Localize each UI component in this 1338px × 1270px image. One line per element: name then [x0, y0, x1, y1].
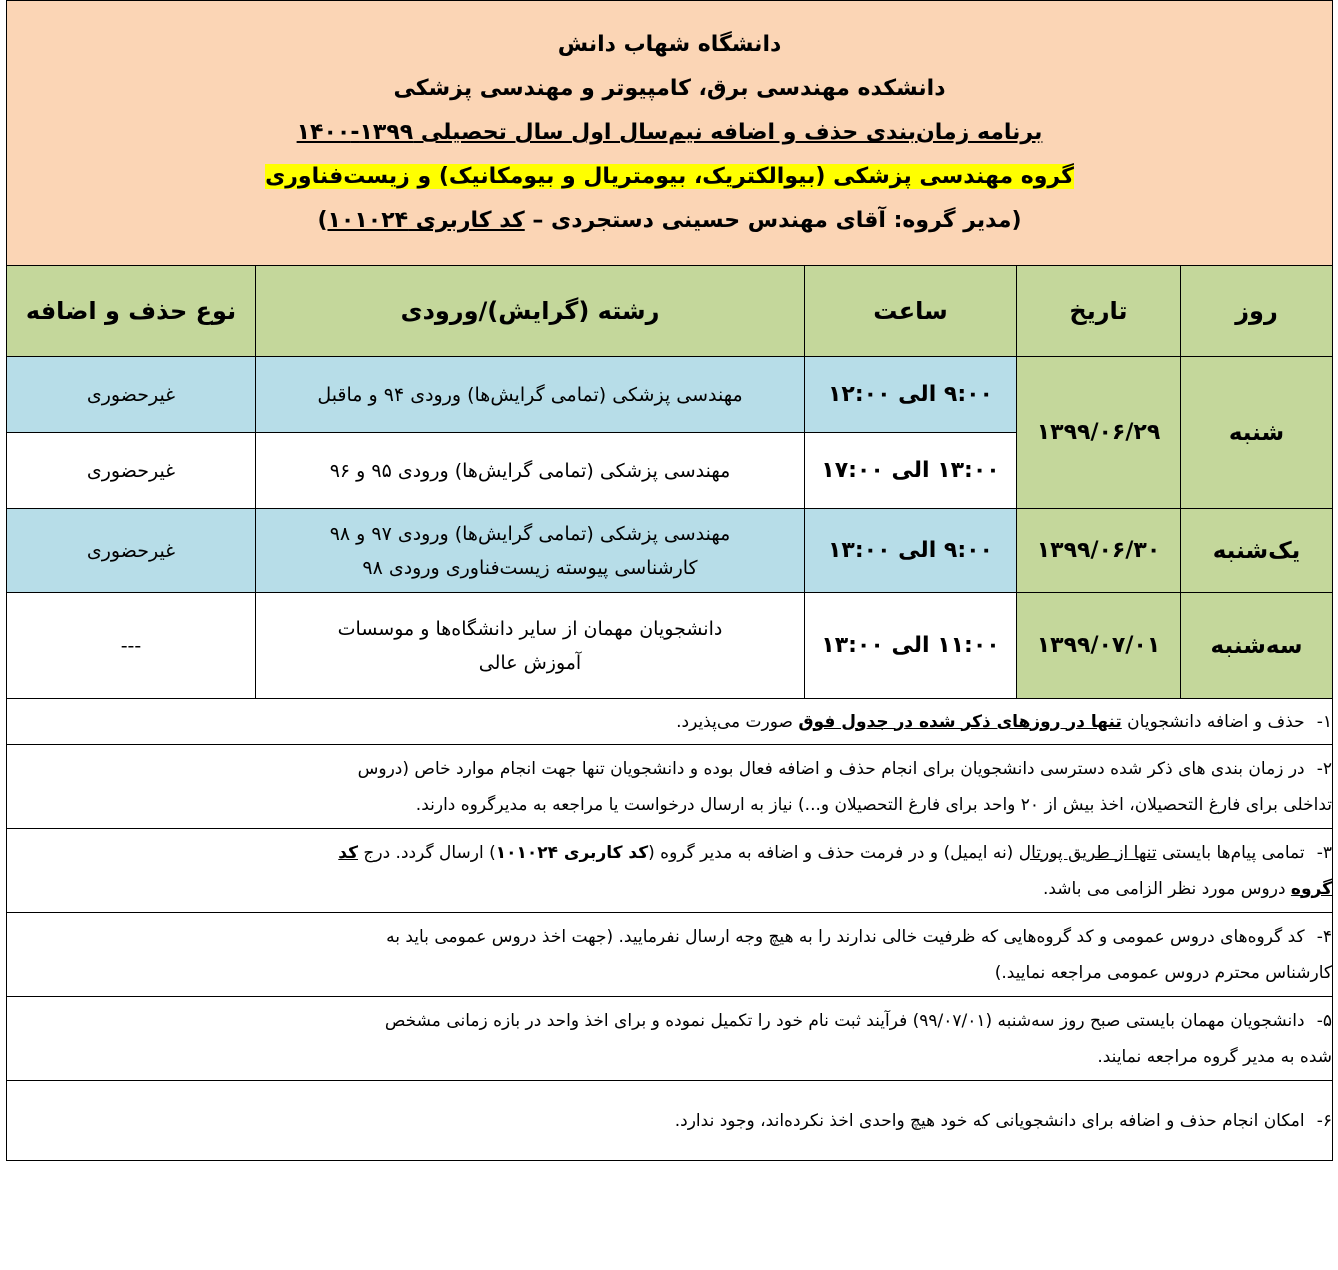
- time-cell: ۹:۰۰ الی ۱۲:۰۰: [805, 357, 1017, 433]
- note-emphasis: تنها در روزهای ذکر شده در جدول فوق: [798, 711, 1122, 732]
- col-header-date: تاریخ: [1017, 266, 1181, 357]
- type-cell: غیرحضوری: [7, 509, 256, 593]
- program-cell: مهندسی پزشکی (تمامی گرایش‌ها) ورودی ۹۵ و ۹۶: [256, 433, 805, 509]
- manager-code: کد کاربری ۱۰۱۰۲۴: [327, 208, 525, 233]
- day-cell: شنبه: [1181, 357, 1333, 509]
- note-emphasis: تنها از طریق پورتال: [1018, 842, 1157, 863]
- group-manager: [7, 199, 1332, 243]
- note-4: [7, 913, 1333, 997]
- note-emphasis: کد کاربری ۱۰۱۰۲۴: [495, 842, 649, 863]
- note-number: ۴-: [1316, 926, 1332, 947]
- schedule-title: برنامه زمان‌بندی حذف و اضافه نیم‌سال اول سال تحصیلی ۱۳۹۹-۱۴۰۰: [296, 120, 1043, 145]
- note-5: [7, 997, 1333, 1081]
- note-text: کارشناس محترم دروس عمومی مراجعه نمایید.): [994, 962, 1332, 983]
- program-line: دانشجویان مهمان از سایر دانشگاه‌ها و موسسات: [337, 617, 723, 640]
- note-text: تداخلی برای فارغ التحصیلان، اخذ بیش از ۲۰ واحد برای فارغ التحصیلان و...) نیاز به ارسال درخواست یا مراجعه به مدیرگروه دارند.: [415, 794, 1332, 815]
- col-header-time: ساعت: [805, 266, 1017, 357]
- note-number: ۵-: [1316, 1010, 1332, 1031]
- note-text: تمامی پیام‌ها بایستی: [1156, 842, 1305, 863]
- note-number: ۲-: [1316, 758, 1332, 779]
- program-line: مهندسی پزشکی (تمامی گرایش‌ها) ورودی ۹۷ و ۹۸: [329, 522, 731, 545]
- note-row: [7, 913, 1333, 997]
- note-text: دانشجویان مهمان بایستی صبح روز سه‌شنبه (۹۹/۰۷/۰۱) فرآیند ثبت نام خود را تکمیل نموده و برای اخذ واحد در بازه زمانی مشخص: [384, 1010, 1305, 1031]
- type-cell: غیرحضوری: [7, 433, 256, 509]
- note-emphasis: کد: [338, 842, 358, 863]
- table-row: [7, 357, 1333, 433]
- table-row: [7, 593, 1333, 699]
- time-cell: ۱۳:۰۰ الی ۱۷:۰۰: [805, 433, 1017, 509]
- note-text: امکان انجام حذف و اضافه برای دانشجویانی که خود هیچ واحدی اخذ نکرده‌اند، وجود ندارد.: [674, 1110, 1305, 1131]
- day-cell: یک‌شنبه: [1181, 509, 1333, 593]
- note-text: در زمان بندی های ذکر شده دسترسی دانشجویان برای انجام حذف و اضافه فعال بوده و دانشجویان تنها جهت انجام موارد خاص (دروس: [357, 758, 1305, 779]
- col-header-day: روز: [1181, 266, 1333, 357]
- note-row: [7, 745, 1333, 829]
- program-line: آموزش عالی: [478, 651, 582, 674]
- university-title: دانشگاه شهاب دانش: [557, 32, 782, 57]
- time-cell: ۹:۰۰ الی ۱۳:۰۰: [805, 509, 1017, 593]
- note-text: (نه ایمیل) و در فرمت حذف و اضافه به مدیر گروه (: [648, 842, 1019, 863]
- note-text: ) ارسال گردد. درج: [357, 842, 496, 863]
- time-cell: ۱۱:۰۰ الی ۱۳:۰۰: [805, 593, 1017, 699]
- group-title: گروه مهندسی پزشکی (بیوالکتریک، بیومتریال و بیومکانیک) و زیست‌فناوری: [265, 164, 1074, 189]
- faculty-title: دانشکده مهندسی برق، کامپیوتر و مهندسی پزشکی: [393, 76, 946, 101]
- type-cell: غیرحضوری: [7, 357, 256, 433]
- date-cell: ۱۳۹۹/۰۷/۰۱: [1017, 593, 1181, 699]
- day-cell: سه‌شنبه: [1181, 593, 1333, 699]
- date-cell: ۱۳۹۹/۰۶/۲۹: [1017, 357, 1181, 509]
- note-number: ۳-: [1316, 842, 1332, 863]
- col-header-type: نوع حذف و اضافه: [7, 266, 256, 357]
- program-cell: مهندسی پزشکی (تمامی گرایش‌ها) ورودی ۹۴ و ماقبل: [256, 357, 805, 433]
- header-block: [7, 1, 1333, 266]
- schedule-table: [6, 0, 1333, 1161]
- note-emphasis: گروه: [1290, 878, 1332, 899]
- note-3: [7, 829, 1333, 913]
- note-number: ۱-: [1316, 711, 1332, 732]
- note-number: ۶-: [1316, 1110, 1332, 1131]
- date-cell: ۱۳۹۹/۰۶/۳۰: [1017, 509, 1181, 593]
- note-1: [7, 699, 1333, 745]
- note-row: [7, 997, 1333, 1081]
- note-6: [7, 1081, 1333, 1161]
- note-2: [7, 745, 1333, 829]
- table-row: [7, 509, 1333, 593]
- manager-suffix: ): [317, 208, 328, 233]
- note-row: [7, 699, 1333, 745]
- program-cell: [256, 509, 805, 593]
- note-text: کد گروه‌های دروس عمومی و کد گروه‌هایی که ظرفیت خالی ندارند را به هیچ وجه ارسال نفرمایید. (جهت اخذ دروس عمومی باید به: [386, 926, 1305, 947]
- program-cell: [256, 593, 805, 699]
- col-header-program: رشته (گرایش)/ورودی: [256, 266, 805, 357]
- note-text: شده به مدیر گروه مراجعه نمایند.: [1097, 1046, 1332, 1067]
- manager-prefix: (مدیر گروه: آقای مهندس حسینی دستجردی –: [524, 208, 1022, 233]
- note-row: [7, 829, 1333, 913]
- note-row: [7, 1081, 1333, 1161]
- note-text: حذف و اضافه دانشجویان: [1121, 711, 1305, 732]
- note-text: صورت می‌پذیرد.: [676, 711, 799, 732]
- note-text: دروس مورد نظر الزامی می باشد.: [1042, 878, 1291, 899]
- program-line: کارشناسی پیوسته زیست‌فناوری ورودی ۹۸: [362, 556, 698, 579]
- type-cell: ---: [7, 593, 256, 699]
